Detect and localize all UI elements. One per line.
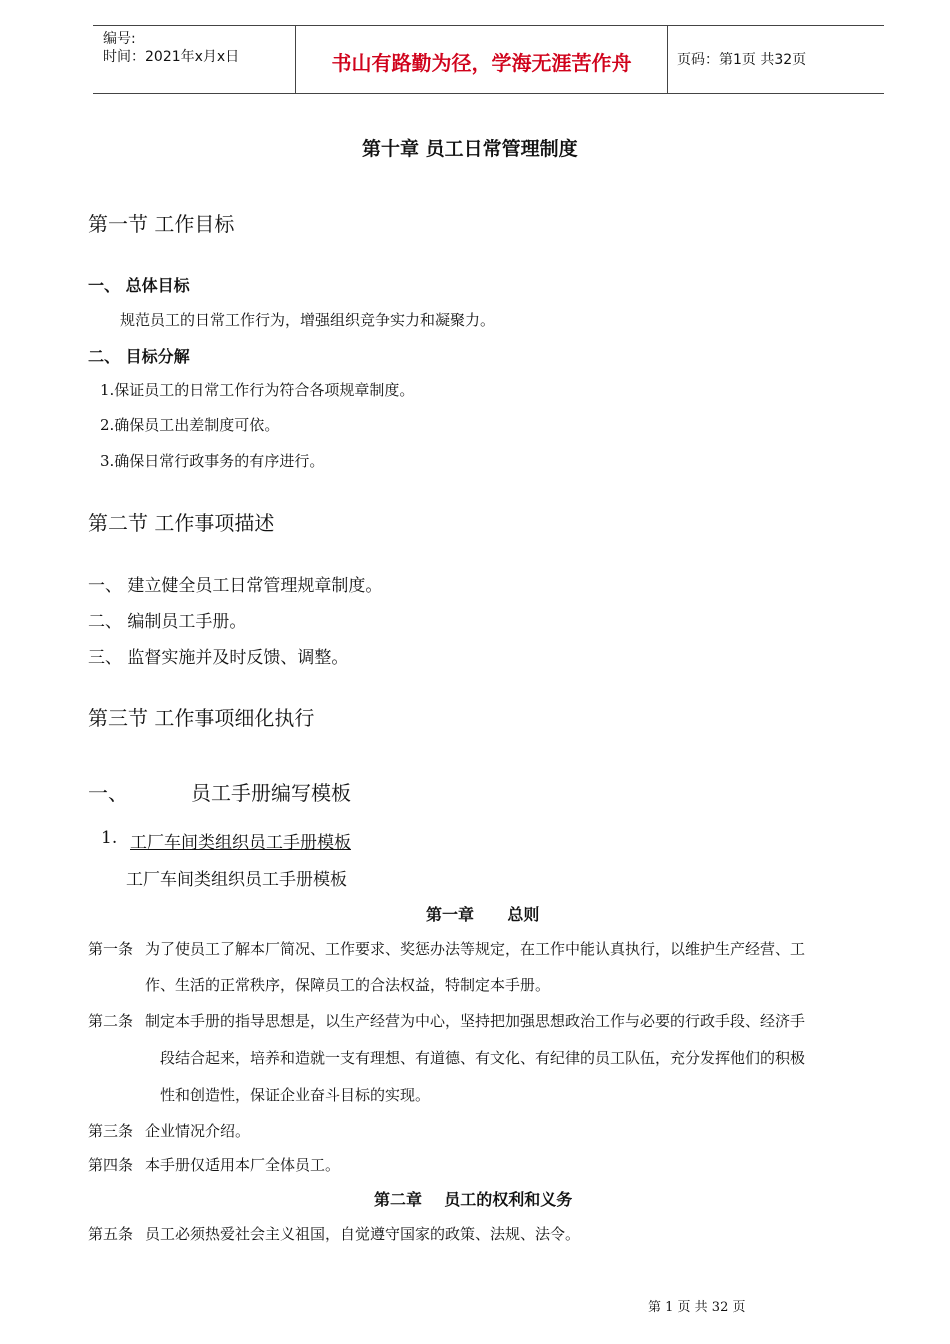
article-text-line: 本手册仅适用本厂全体员工。 [145,1156,341,1174]
item1-subtitle: 工厂车间类组织员工手册模板 [126,870,347,890]
section1-paragraph: 规范员工的日常工作行为，增强组织竞争实力和凝聚力。 [120,311,496,329]
header-top-rule [93,25,884,26]
article-label: 第一条 [88,940,134,958]
section1-heading-overall: 一、 总体目标 [88,276,190,295]
section2-title: 第二节 工作事项描述 [88,511,275,535]
list-item: 2.确保员工出差制度可依。 [100,416,280,434]
header-page-label: 页码：第1页 共32页 [677,52,807,68]
list-item: 三、 监督实施并及时反馈、调整。 [88,648,349,668]
list-item: 3.确保日常行政事务的有序进行。 [100,452,325,470]
list-item: 一、 建立健全员工日常管理规章制度。 [88,576,383,596]
section3-heading-number: 一、 [88,781,128,805]
article-text-line: 员工必须热爱社会主义祖国，自觉遵守国家的政策、法规、法令。 [145,1225,581,1243]
header-divider-right [667,25,668,93]
article-text-line: 性和创造性，保证企业奋斗目标的实现。 [160,1086,431,1104]
article-text-line: 作、生活的正常秩序，保障员工的合法权益，特制定本手册。 [145,976,551,994]
article-label: 第四条 [88,1156,134,1174]
article-label: 第三条 [88,1122,134,1140]
item1-number: 1. [101,828,118,848]
header-number-label: 编号: [103,31,136,47]
section3-title: 第三节 工作事项细化执行 [88,706,315,730]
header-time-label: 时间：2021年x月x日 [103,49,240,65]
chapter2-title: 第二章 员工的权利和义务 [374,1190,573,1209]
list-item: 1.保证员工的日常工作行为符合各项规章制度。 [100,381,415,399]
article-label: 第二条 [88,1012,134,1030]
section1-heading-breakdown: 二、 目标分解 [88,347,190,366]
section1-title: 第一节 工作目标 [88,212,235,236]
chapter1-title: 第一章 总则 [426,905,540,924]
article-text-line: 企业情况介绍。 [145,1122,251,1140]
item1-title-link[interactable]: 工厂车间类组织员工手册模板 [130,833,351,853]
list-item: 二、 编制员工手册。 [88,612,247,632]
article-text-line: 为了使员工了解本厂简况、工作要求、奖惩办法等规定，在工作中能认真执行，以维护生产经营、工 [145,940,806,958]
header-bottom-rule [93,93,884,94]
header-motto: 书山有路勤为径，学海无涯苦作舟 [331,51,632,75]
section3-heading-text: 员工手册编写模板 [191,781,351,805]
article-text-line: 制定本手册的指导思想是，以生产经营为中心，坚持把加强思想政治工作与必要的行政手段、经济手 [145,1012,806,1030]
footer-page-number: 第 1 页 共 32 页 [648,1300,746,1315]
article-text-line: 段结合起来，培养和造就一支有理想、有道德、有文化、有纪律的员工队伍，充分发挥他们的积极 [160,1049,806,1067]
article-label: 第五条 [88,1225,134,1243]
chapter-title: 第十章 员工日常管理制度 [362,138,578,160]
